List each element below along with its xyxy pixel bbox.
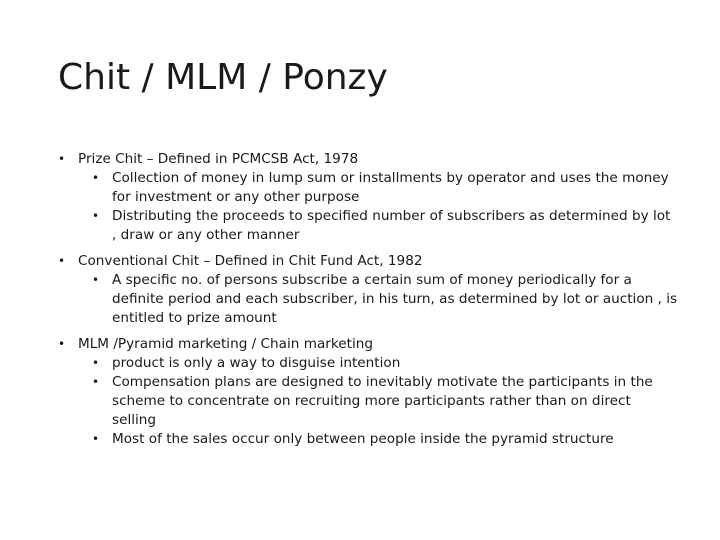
bullet-dot-icon: • [58, 254, 66, 268]
sub-bullet-text: Most of the sales occur only between people inside the pyramid structure [112, 431, 614, 447]
bullet-text: MLM /Pyramid marketing / Chain marketing [78, 336, 373, 352]
bullet-dot-icon: • [92, 356, 100, 370]
sub-bullet-item [92, 373, 678, 430]
bullet-level1 [58, 150, 678, 169]
sub-bullet-item [92, 169, 678, 207]
bullet-text: Prize Chit – Defined in PCMCSB Act, 1978 [78, 151, 359, 167]
bullet-dot-icon: • [58, 337, 66, 351]
bullet-text: Conventional Chit – Defined in Chit Fund Act, 1982 [78, 253, 423, 269]
bullet-item-prize-chit [58, 150, 678, 245]
bullet-dot-icon: • [92, 209, 100, 223]
sub-bullet-text: A specific no. of persons subscribe a certain sum of money periodically for a definite period and each subscriber, in his turn, as determined by lot or auction , is entitled to prize amount [112, 272, 678, 326]
bullet-item-mlm [58, 335, 678, 449]
slide-content [58, 150, 678, 449]
bullet-level1 [58, 335, 678, 354]
sub-bullet-text: Distributing the proceeds to specified number of subscribers as determined by lot , draw or any other manner [112, 208, 671, 243]
sub-bullet-text: Collection of money in lump sum or installments by operator and uses the money for investment or any other purpose [112, 170, 669, 205]
sub-bullet-text: Compensation plans are designed to inevitably motivate the participants in the scheme to concentrate on recruiting more participants rather than on direct selling [112, 374, 653, 428]
bullet-item-conventional-chit [58, 252, 678, 328]
sub-bullet-item [92, 207, 678, 245]
sub-bullet-list [58, 271, 678, 328]
sub-bullet-list [58, 169, 678, 245]
slide-title: Chit / MLM / Ponzy [58, 57, 388, 98]
bullet-dot-icon: • [92, 375, 100, 389]
sub-bullet-item [92, 430, 678, 449]
bullet-dot-icon: • [58, 152, 66, 166]
sub-bullet-list [58, 354, 678, 449]
sub-bullet-item [92, 271, 678, 328]
bullet-dot-icon: • [92, 432, 100, 446]
sub-bullet-text: product is only a way to disguise intention [112, 355, 401, 371]
bullet-dot-icon: • [92, 273, 100, 287]
bullet-dot-icon: • [92, 171, 100, 185]
sub-bullet-item [92, 354, 678, 373]
bullet-level1 [58, 252, 678, 271]
